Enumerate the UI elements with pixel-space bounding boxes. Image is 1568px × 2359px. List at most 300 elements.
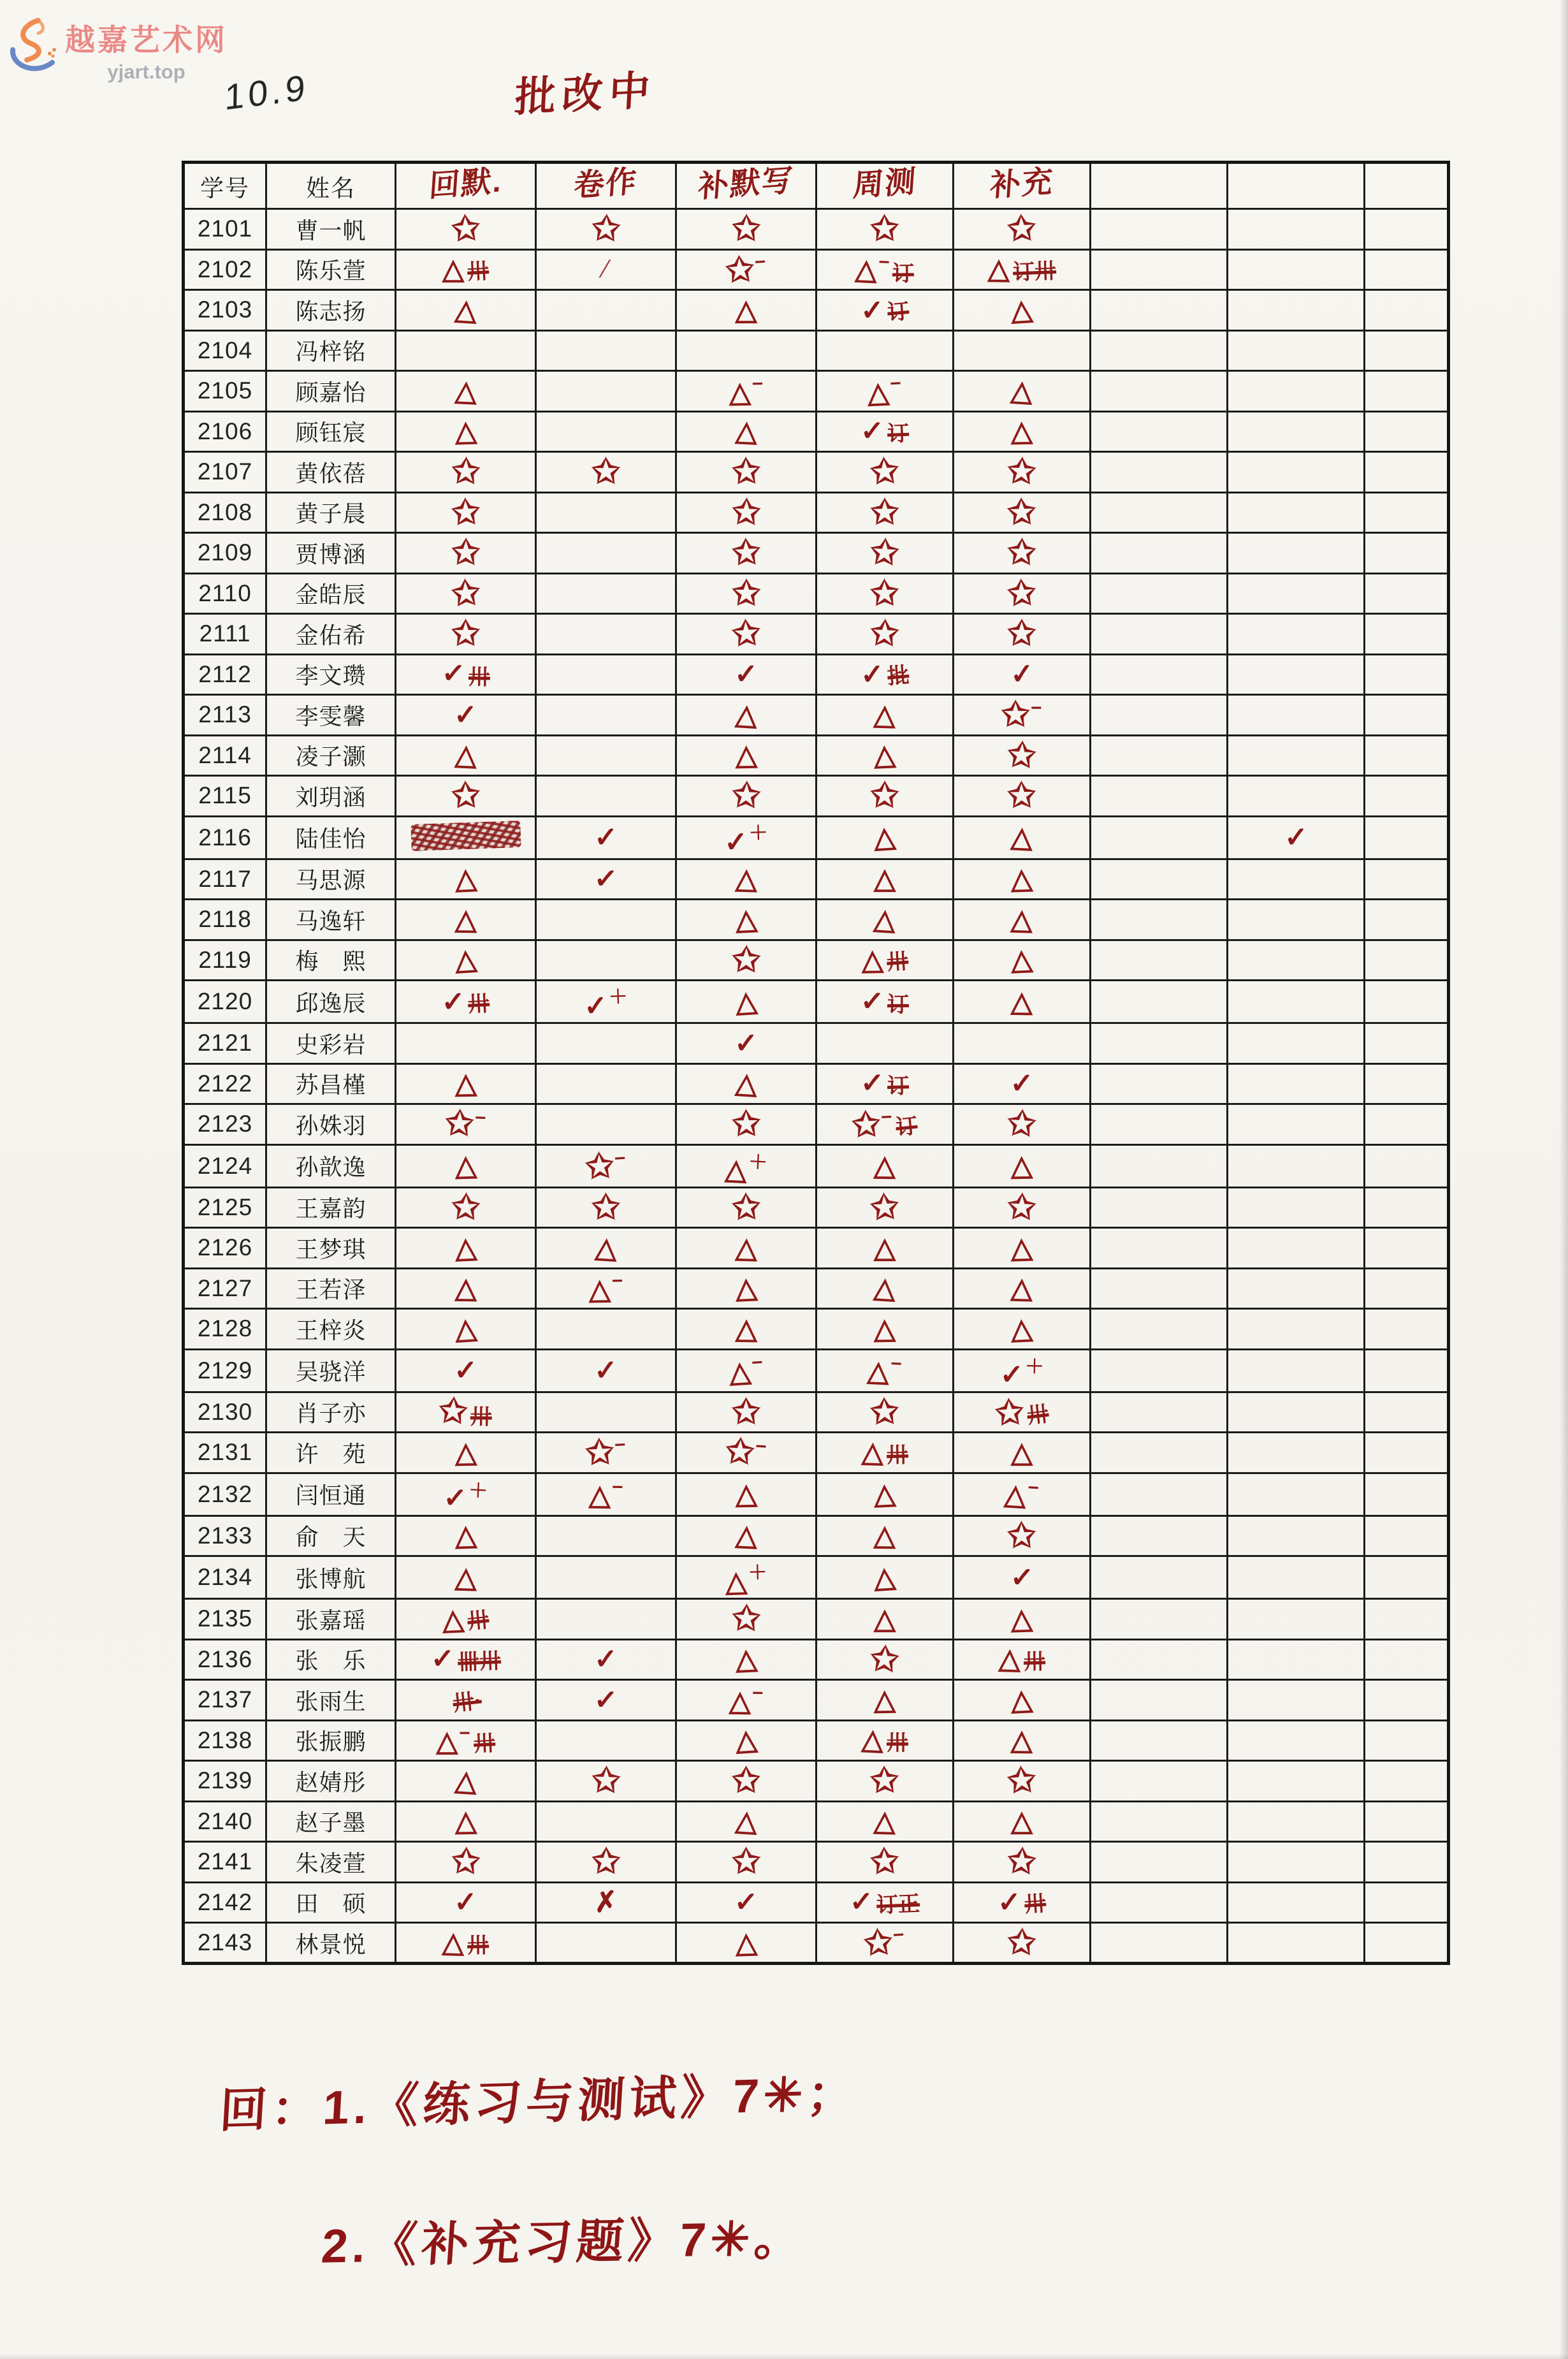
empty-mark-cell: [536, 1556, 676, 1599]
header-mark-col: 回默.: [396, 163, 536, 209]
mark-cell: ✩: [396, 452, 536, 493]
empty-mark-cell: [1228, 981, 1365, 1023]
empty-mark-cell: [1365, 1309, 1449, 1350]
table-row: [184, 1023, 1449, 1064]
student-name-cell: 刘玥涵: [266, 776, 396, 817]
table-row: [184, 330, 1449, 371]
empty-mark-cell: [1228, 1556, 1365, 1599]
mark-cell: ✩: [536, 452, 676, 493]
empty-mark-cell: [1365, 1023, 1449, 1064]
mark-cell: ✩: [954, 452, 1091, 493]
mark-cell: △: [954, 1433, 1091, 1473]
mark-cell: ✩: [676, 1187, 817, 1228]
empty-mark-cell: [1365, 1144, 1449, 1187]
table-row: [184, 1599, 1449, 1640]
mark-cell: △: [676, 1063, 817, 1104]
student-id-cell: 2135: [184, 1599, 266, 1640]
student-id-cell: 2118: [184, 900, 266, 940]
mark-cell: △: [817, 816, 954, 859]
table-row: [184, 940, 1449, 981]
student-id-cell: 2129: [184, 1349, 266, 1392]
student-name-cell: 张雨生: [266, 1680, 396, 1721]
mark-cell: △: [396, 1433, 536, 1473]
mark-cell: △: [817, 1801, 954, 1842]
student-name-cell: 张振鹏: [266, 1720, 396, 1761]
mark-cell: ✩: [676, 1599, 817, 1640]
empty-mark-cell: [536, 1515, 676, 1556]
empty-mark-cell: [676, 330, 817, 371]
student-id-cell: 2105: [184, 371, 266, 412]
mark-cell: △: [536, 1228, 676, 1269]
table-row: [184, 1349, 1449, 1392]
empty-mark-cell: [1228, 533, 1365, 574]
mark-cell: △: [396, 371, 536, 412]
watermark-site-name: 越嘉艺术网: [65, 23, 228, 57]
mark-cell: ✩: [817, 452, 954, 493]
empty-mark-cell: [1365, 1556, 1449, 1599]
mark-cell: △: [954, 1309, 1091, 1350]
empty-mark-cell: [817, 1023, 954, 1064]
mark-cell: △: [676, 1473, 817, 1515]
table-row: [184, 1309, 1449, 1350]
student-name-cell: 凌子灏: [266, 735, 396, 776]
mark-cell: △: [954, 859, 1091, 900]
handwritten-date: 10.9: [224, 66, 310, 118]
student-name-cell: 贾博涵: [266, 533, 396, 574]
empty-mark-cell: [1365, 411, 1449, 452]
empty-mark-cell: [1365, 533, 1449, 574]
table-row: [184, 1842, 1449, 1883]
empty-mark-cell: [536, 654, 676, 695]
mark-cell: ✓: [536, 1349, 676, 1392]
mark-cell: ✓: [536, 1639, 676, 1680]
empty-mark-cell: [536, 1599, 676, 1640]
student-name-cell: 闫恒通: [266, 1473, 396, 1515]
table-row: [184, 249, 1449, 290]
student-id-cell: 2133: [184, 1515, 266, 1556]
mark-cell: ✩: [954, 776, 1091, 817]
empty-mark-cell: [954, 330, 1091, 371]
student-id-cell: 2128: [184, 1309, 266, 1350]
student-id-cell: 2139: [184, 1761, 266, 1802]
student-id-cell: 2121: [184, 1023, 266, 1064]
mark-cell: △: [817, 900, 954, 940]
mark-cell: ✓: [396, 1882, 536, 1923]
student-name-cell: 顾钰宸: [266, 411, 396, 452]
empty-mark-cell: [1228, 1023, 1365, 1064]
empty-mark-cell: [1091, 249, 1228, 290]
empty-mark-cell: [1091, 1923, 1228, 1964]
empty-mark-cell: [1091, 1433, 1228, 1473]
empty-mark-cell: [1091, 1882, 1228, 1923]
student-id-cell: 2131: [184, 1433, 266, 1473]
mark-cell: ✩: [676, 452, 817, 493]
mark-cell: ✩: [954, 1923, 1091, 1964]
empty-mark-cell: [1365, 1104, 1449, 1145]
mark-cell: ✩: [954, 533, 1091, 574]
table-row: [184, 209, 1449, 250]
mark-cell: ✩: [536, 209, 676, 250]
empty-mark-cell: [1228, 900, 1365, 940]
empty-mark-cell: [1228, 1433, 1365, 1473]
empty-mark-cell: [1091, 330, 1228, 371]
empty-mark-cell: [1365, 981, 1449, 1023]
mark-cell: △: [676, 1923, 817, 1964]
empty-mark-cell: [1228, 1639, 1365, 1680]
mark-cell: ✩: [676, 209, 817, 250]
empty-mark-cell: [536, 1923, 676, 1964]
empty-mark-cell: [1091, 859, 1228, 900]
grade-table-wrap: [182, 161, 1450, 1965]
yjart-logo-icon: [8, 17, 59, 78]
mark-cell: △: [817, 1680, 954, 1721]
empty-mark-cell: [1091, 900, 1228, 940]
mark-cell: ✓: [536, 1680, 676, 1721]
table-row: [184, 695, 1449, 736]
mark-cell: ✓＋: [536, 981, 676, 1023]
empty-mark-cell: [1365, 452, 1449, 493]
mark-cell: ✓＋: [676, 816, 817, 859]
mark-cell: △−: [676, 1680, 817, 1721]
table-row: [184, 859, 1449, 900]
student-name-cell: 史彩岩: [266, 1023, 396, 1064]
mark-cell: △−: [676, 1349, 817, 1392]
empty-mark-cell: [1365, 1515, 1449, 1556]
student-id-cell: 2126: [184, 1228, 266, 1269]
empty-mark-cell: [536, 492, 676, 533]
student-name-cell: 陈乐萱: [266, 249, 396, 290]
mark-cell: △−: [676, 371, 817, 412]
mark-cell: △: [396, 1228, 536, 1269]
mark-cell: ✩: [396, 614, 536, 655]
empty-mark-cell: [1365, 900, 1449, 940]
mark-cell: △: [396, 900, 536, 940]
student-name-cell: 陆佳怡: [266, 816, 396, 859]
table-row: [184, 1556, 1449, 1599]
mark-cell: ✓: [536, 859, 676, 900]
empty-mark-cell: [1091, 492, 1228, 533]
student-name-cell: 朱凌萱: [266, 1842, 396, 1883]
mark-cell: ✩: [676, 940, 817, 981]
empty-mark-cell: [1091, 614, 1228, 655]
empty-mark-cell: [1365, 776, 1449, 817]
mark-cell: △: [817, 1228, 954, 1269]
mark-cell: ✩: [817, 209, 954, 250]
empty-mark-cell: [1365, 249, 1449, 290]
student-name-cell: 王嘉韵: [266, 1187, 396, 1228]
student-name-cell: 黄子晨: [266, 492, 396, 533]
mark-cell: △: [954, 940, 1091, 981]
student-id-cell: 2123: [184, 1104, 266, 1145]
mark-cell: ✩卅: [396, 1392, 536, 1433]
empty-mark-cell: [1365, 1842, 1449, 1883]
empty-mark-cell: [536, 1801, 676, 1842]
empty-mark-cell: [1091, 1473, 1228, 1515]
mark-cell: ✩: [817, 1187, 954, 1228]
empty-mark-cell: [1228, 1720, 1365, 1761]
empty-mark-cell: [1365, 1433, 1449, 1473]
empty-mark-cell: [1228, 1104, 1365, 1145]
mark-cell: △: [396, 411, 536, 452]
mark-cell: △: [817, 1515, 954, 1556]
mark-cell: △: [954, 1801, 1091, 1842]
student-id-cell: 2106: [184, 411, 266, 452]
empty-mark-cell: [536, 573, 676, 614]
mark-cell: ✩−: [817, 1923, 954, 1964]
student-id-cell: 2110: [184, 573, 266, 614]
empty-mark-cell: [1228, 1473, 1365, 1515]
mark-cell: ✩: [396, 1842, 536, 1883]
empty-mark-cell: [1091, 1515, 1228, 1556]
empty-mark-cell: [1091, 940, 1228, 981]
empty-mark-cell: [1228, 1144, 1365, 1187]
empty-mark-cell: [1228, 859, 1365, 900]
mark-cell: △− 卅: [396, 1720, 536, 1761]
mark-cell: △: [954, 1720, 1091, 1761]
student-name-cell: 肖子亦: [266, 1392, 396, 1433]
empty-mark-cell: [1228, 1599, 1365, 1640]
table-row: [184, 573, 1449, 614]
student-id-cell: 2120: [184, 981, 266, 1023]
mark-cell: ✩: [817, 1761, 954, 1802]
mark-cell: ✩: [954, 735, 1091, 776]
footer-note-line2: 2.《补充习题》7✳。: [319, 2211, 808, 2273]
empty-mark-cell: [1228, 330, 1365, 371]
empty-mark-cell: [1365, 1801, 1449, 1842]
empty-mark-cell: [954, 1023, 1091, 1064]
mark-cell: △−: [817, 371, 954, 412]
student-name-cell: 马逸轩: [266, 900, 396, 940]
mark-cell: ✩卅: [954, 1392, 1091, 1433]
mark-cell: △ 卅: [396, 1923, 536, 1964]
mark-cell: ✩: [676, 1392, 817, 1433]
mark-cell: ✓ 卅: [954, 1882, 1091, 1923]
mark-cell: ✩: [954, 492, 1091, 533]
table-row: [184, 1639, 1449, 1680]
empty-mark-cell: [396, 1023, 536, 1064]
mark-cell: ✓ 订正: [817, 1882, 954, 1923]
mark-cell: ✩: [954, 573, 1091, 614]
mark-cell: ✩: [396, 776, 536, 817]
empty-mark-cell: [1228, 776, 1365, 817]
empty-mark-cell: [536, 900, 676, 940]
mark-cell: ∕: [536, 249, 676, 290]
mark-cell: △: [676, 735, 817, 776]
empty-mark-cell: [1365, 1392, 1449, 1433]
student-id-cell: 2108: [184, 492, 266, 533]
mark-cell: ✩: [536, 1761, 676, 1802]
table-row: [184, 1801, 1449, 1842]
student-id-cell: 2137: [184, 1680, 266, 1721]
student-name-cell: 马思源: [266, 859, 396, 900]
empty-mark-cell: [1091, 371, 1228, 412]
table-row: [184, 371, 1449, 412]
mark-cell: △: [954, 981, 1091, 1023]
table-row: [184, 1433, 1449, 1473]
mark-cell: ✩: [396, 1187, 536, 1228]
header-row: [184, 163, 1449, 209]
mark-cell: △: [396, 1761, 536, 1802]
empty-mark-cell: [1365, 573, 1449, 614]
student-id-cell: 2117: [184, 859, 266, 900]
student-name-cell: 孙歆逸: [266, 1144, 396, 1187]
student-id-cell: 2142: [184, 1882, 266, 1923]
mark-cell: △: [396, 1515, 536, 1556]
mark-cell: △: [396, 1144, 536, 1187]
student-id-cell: 2107: [184, 452, 266, 493]
mark-cell: ✩: [536, 1187, 676, 1228]
table-row: [184, 1882, 1449, 1923]
watermark-site-url: yjart.top: [107, 61, 185, 83]
student-id-cell: 2103: [184, 290, 266, 331]
empty-mark-cell: [396, 330, 536, 371]
empty-mark-cell: [1365, 735, 1449, 776]
mark-cell: △＋: [676, 1556, 817, 1599]
empty-mark-cell: [1365, 371, 1449, 412]
student-name-cell: 俞 天: [266, 1515, 396, 1556]
table-row: [184, 452, 1449, 493]
watermark-text: [65, 17, 228, 84]
table-row: [184, 1473, 1449, 1515]
mark-cell: ✩: [954, 1187, 1091, 1228]
header-mark-col: 周测: [817, 163, 954, 209]
mark-cell: ✩: [954, 209, 1091, 250]
mark-cell: △: [954, 900, 1091, 940]
empty-mark-cell: [1091, 1144, 1228, 1187]
student-id-cell: 2143: [184, 1923, 266, 1964]
empty-mark-cell: [1091, 533, 1228, 574]
mark-cell: △: [676, 1309, 817, 1350]
student-name-cell: 邱逸辰: [266, 981, 396, 1023]
student-name-cell: 赵子墨: [266, 1801, 396, 1842]
mark-cell: △−: [536, 1268, 676, 1309]
mark-cell: △: [396, 1801, 536, 1842]
mark-cell: △: [954, 371, 1091, 412]
mark-cell: △: [676, 1228, 817, 1269]
empty-mark-cell: [1228, 614, 1365, 655]
table-row: [184, 1680, 1449, 1721]
student-id-cell: 2104: [184, 330, 266, 371]
empty-mark-cell: [536, 1063, 676, 1104]
mark-cell: △卅: [396, 1599, 536, 1640]
table-row: [184, 776, 1449, 817]
table-row: [184, 1144, 1449, 1187]
mark-cell: ✩: [817, 776, 954, 817]
empty-mark-cell: [1365, 654, 1449, 695]
empty-mark-cell: [536, 735, 676, 776]
mark-cell: ✓卅: [396, 654, 536, 695]
empty-mark-cell: [1091, 1639, 1228, 1680]
student-id-cell: 2119: [184, 940, 266, 981]
mark-cell: ✓: [396, 1349, 536, 1392]
header-empty-col: [1091, 163, 1228, 209]
mark-cell: △− 订: [817, 249, 954, 290]
header-student-id: 学号: [184, 163, 266, 209]
empty-mark-cell: [1228, 1515, 1365, 1556]
mark-cell: △: [676, 900, 817, 940]
mark-cell: △−: [536, 1473, 676, 1515]
empty-mark-cell: [1228, 1309, 1365, 1350]
empty-mark-cell: [1365, 816, 1449, 859]
empty-mark-cell: [1228, 411, 1365, 452]
empty-mark-cell: [1091, 209, 1228, 250]
mark-cell: △＋: [676, 1144, 817, 1187]
empty-mark-cell: [1365, 1599, 1449, 1640]
mark-cell: △: [676, 411, 817, 452]
mark-cell: △: [396, 735, 536, 776]
student-id-cell: 2116: [184, 816, 266, 859]
student-name-cell: 吴骁洋: [266, 1349, 396, 1392]
empty-mark-cell: [1228, 1268, 1365, 1309]
mark-cell: △ 卅: [954, 1639, 1091, 1680]
empty-mark-cell: [1365, 1761, 1449, 1802]
mark-cell: ✓ 订: [817, 1063, 954, 1104]
mark-cell: ✩: [536, 1842, 676, 1883]
mark-cell: ✩: [396, 492, 536, 533]
empty-mark-cell: [1228, 371, 1365, 412]
mark-cell: ✗: [536, 1882, 676, 1923]
student-name-cell: 张博航: [266, 1556, 396, 1599]
empty-mark-cell: [1365, 1639, 1449, 1680]
empty-mark-cell: [1228, 654, 1365, 695]
mark-cell: ✓: [536, 816, 676, 859]
empty-mark-cell: [1365, 209, 1449, 250]
empty-mark-cell: [536, 1104, 676, 1145]
empty-mark-cell: [1365, 614, 1449, 655]
mark-cell: ✩: [954, 1515, 1091, 1556]
mark-cell: ✩: [954, 1761, 1091, 1802]
mark-cell: △: [676, 1801, 817, 1842]
mark-cell: △: [817, 1556, 954, 1599]
header-mark-col: 补充: [954, 163, 1091, 209]
mark-cell: ✓订: [817, 290, 954, 331]
empty-mark-cell: [1228, 735, 1365, 776]
empty-mark-cell: [817, 330, 954, 371]
table-row: [184, 1515, 1449, 1556]
table-row: [184, 1104, 1449, 1145]
empty-mark-cell: [1228, 1801, 1365, 1842]
mark-cell: ✓＋: [954, 1349, 1091, 1392]
header-mark-col: 卷作: [536, 163, 676, 209]
mark-cell: ✩: [817, 492, 954, 533]
student-id-cell: 2132: [184, 1473, 266, 1515]
empty-mark-cell: [1091, 411, 1228, 452]
empty-mark-cell: [536, 411, 676, 452]
student-id-cell: 2113: [184, 695, 266, 736]
header-student-name: 姓名: [266, 163, 396, 209]
mark-cell: △: [396, 1063, 536, 1104]
student-id-cell: 2136: [184, 1639, 266, 1680]
mark-cell: ✩−: [676, 1433, 817, 1473]
student-name-cell: 张 乐: [266, 1639, 396, 1680]
empty-mark-cell: [536, 614, 676, 655]
mark-cell: ✩−: [954, 695, 1091, 736]
mark-cell: ✓批: [817, 654, 954, 695]
empty-mark-cell: [1365, 1349, 1449, 1392]
student-name-cell: 李文瓒: [266, 654, 396, 695]
mark-cell: ✩: [396, 209, 536, 250]
empty-mark-cell: [1091, 1309, 1228, 1350]
empty-mark-cell: [1228, 573, 1365, 614]
empty-mark-cell: [1228, 1349, 1365, 1392]
watermark: [8, 17, 228, 84]
student-id-cell: 2115: [184, 776, 266, 817]
mark-cell: △: [676, 981, 817, 1023]
mark-cell: ✩: [817, 1842, 954, 1883]
mark-cell: ✩: [817, 573, 954, 614]
header-mark-col: 补默写: [676, 163, 817, 209]
empty-mark-cell: [1091, 1023, 1228, 1064]
